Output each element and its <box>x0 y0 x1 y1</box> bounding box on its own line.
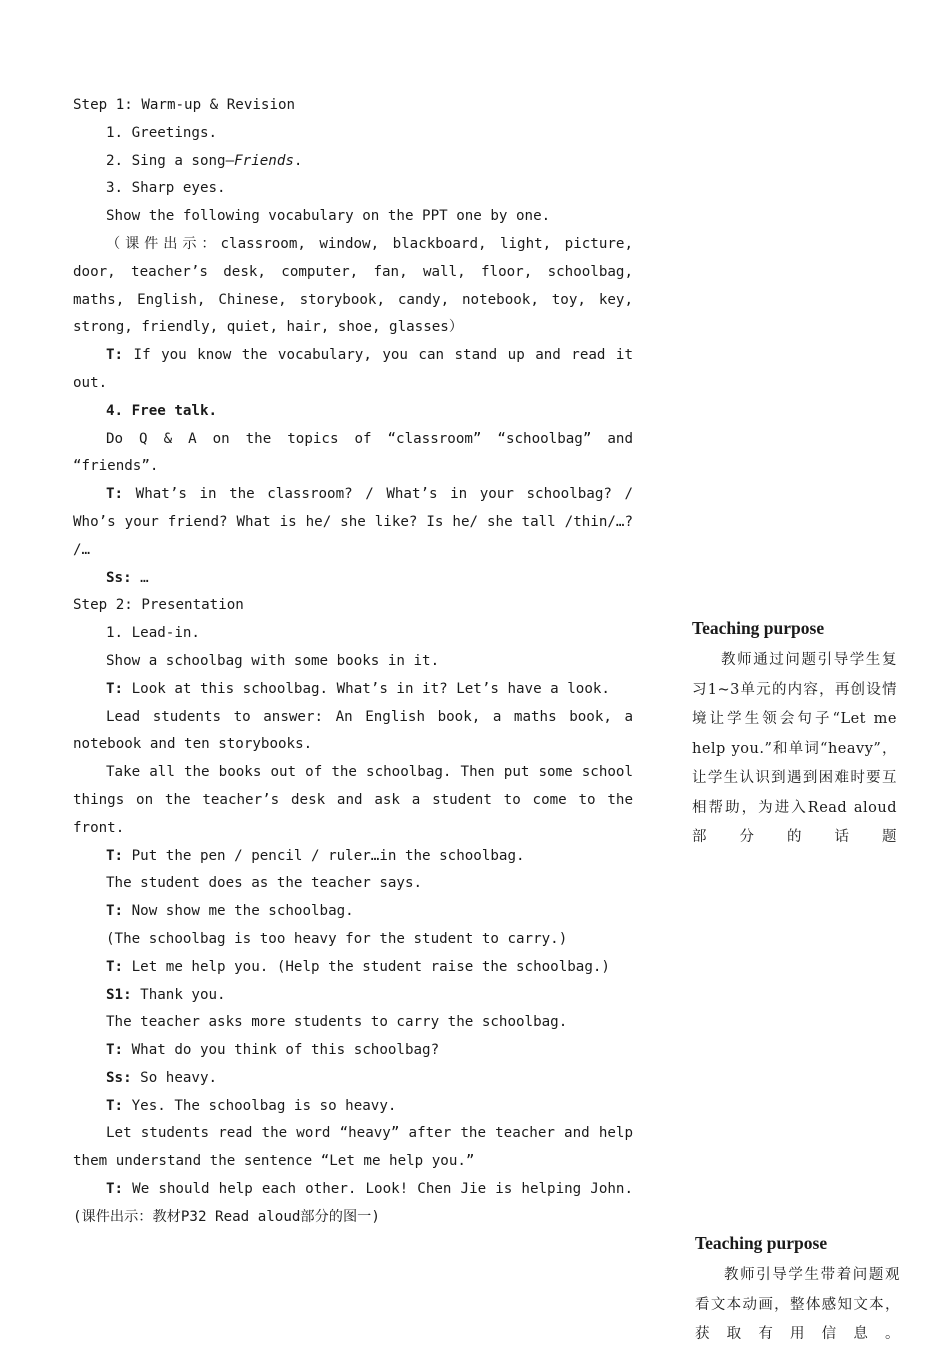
line-text: Take all the books out of the schoolbag. Then put some school things on the teacher’s desk and ask a student to come to the front. <box>73 764 633 836</box>
line-text: Look at this schoolbag. What’s in it? Let’s have a look. <box>123 680 610 697</box>
line-text: Yes. The schoolbag is so heavy. <box>123 1097 397 1114</box>
teacher-line <box>73 481 633 564</box>
teaching-purpose-title: Teaching purpose <box>692 618 825 638</box>
dialogue-line <box>73 1009 633 1037</box>
dialogue-line <box>73 1176 633 1232</box>
speaker-label: T: <box>106 958 124 975</box>
dialogue-line <box>73 1093 633 1121</box>
dialogue-line <box>73 1037 633 1065</box>
free-talk-text: Do Q & A on the topics of “classroom” “schoolbag” and “friends”. <box>73 430 633 475</box>
speaker-label: T: <box>106 1181 124 1198</box>
dialogue-line <box>73 704 633 760</box>
dialogue-line <box>73 926 633 954</box>
speaker-label: T: <box>106 680 124 697</box>
song-prefix: 2. Sing a song— <box>106 152 235 169</box>
dialogue-line <box>73 759 633 842</box>
step1-item-sharp-eyes: 3. Sharp eyes. <box>106 180 226 197</box>
speaker-label: S1: <box>106 986 132 1003</box>
line-text: Thank you. <box>131 986 226 1003</box>
dialogue-line <box>73 648 633 676</box>
students-line <box>73 565 633 593</box>
speaker-label: T: <box>106 486 124 503</box>
step2-item-lead-in: 1. Lead-in. <box>106 625 200 642</box>
line-text: Lead students to answer: An English book, a maths book, a notebook and ten storybooks. <box>73 708 633 753</box>
line-text: … <box>131 569 149 586</box>
dialogue-line <box>73 1120 633 1176</box>
dialogue-line <box>73 1065 633 1093</box>
step2-lines <box>73 648 633 1232</box>
line-text: The student does as the teacher says. <box>106 875 423 892</box>
teaching-purpose-box-2 <box>695 1229 900 1350</box>
speaker-label: T: <box>106 1042 124 1059</box>
lesson-plan-body <box>73 92 633 1232</box>
line-text: What’s in the classroom? / What’s in your schoolbag? / Who’s your friend? What is he/ she like? Is he/ she tall /thin/…? /… <box>73 486 633 558</box>
dialogue-line <box>73 870 633 898</box>
speaker-label: T: <box>106 1097 124 1114</box>
step1-item-greetings: 1. Greetings. <box>106 124 218 141</box>
teaching-purpose-title: Teaching purpose <box>695 1233 828 1253</box>
step1-title: Step 1: Warm-up & Revision <box>73 97 296 113</box>
show-vocab-text: Show the following vocabulary on the PPT one by one. <box>106 208 551 225</box>
line-text: The teacher asks more students to carry the schoolbag. <box>106 1014 568 1031</box>
teaching-purpose-box-1 <box>692 614 897 853</box>
dialogue-line <box>73 982 633 1010</box>
song-suffix: . <box>293 152 303 169</box>
speaker-label: T: <box>106 903 124 920</box>
line-text: Now show me the schoolbag. <box>123 903 354 920</box>
line-text: Let me help you. (Help the student raise the schoolbag.) <box>123 958 610 975</box>
line-text: If you know the vocabulary, you can stand up and read it out. <box>73 347 633 391</box>
line-text: What do you think of this schoolbag? <box>123 1042 440 1059</box>
song-title: Friends <box>234 152 294 169</box>
dialogue-line <box>73 898 633 926</box>
line-text: (The schoolbag is too heavy for the student to carry.) <box>106 930 568 947</box>
step2-title: Step 2: Presentation <box>73 597 244 614</box>
step1-item-free-talk <box>73 398 633 426</box>
line-text: We should help each other. Look! Chen Jie is helping John. (课件出示：教材P32 Read aloud部分的图一) <box>73 1181 633 1225</box>
vocab-list: （课件出示：classroom, window, blackboard, light, picture, door, teacher’s desk, computer, fan, wall, floor, schoolbag, maths, English, Chinese, storybook, candy, notebook, toy, key, strong, friendly, quiet, hair, shoe, glasses） <box>73 235 633 336</box>
speaker-label: Ss: <box>106 569 132 586</box>
speaker-label: Ss: <box>106 1069 132 1086</box>
line-text: Put the pen / pencil / ruler…in the schoolbag. <box>123 847 525 864</box>
dialogue-line <box>73 843 633 871</box>
dialogue-line <box>73 954 633 982</box>
speaker-label: T: <box>106 847 124 864</box>
step1-item-song <box>73 148 633 176</box>
line-text: So heavy. <box>131 1069 218 1086</box>
line-text: Let students read the word “heavy” after the teacher and help them understand the sentence “Let me help you.” <box>73 1125 633 1170</box>
teaching-purpose-text: 教师通过问题引导学生复习1~3单元的内容，再创设情境让学生领会句子“Let me help you.”和单词“heavy”，让学生认识到遇到困难时要互相帮助，为进入Read aloud部分的话题 <box>692 652 897 845</box>
free-talk-label: 4. Free talk. <box>106 402 218 419</box>
speaker-label: T: <box>106 347 124 364</box>
teacher-line <box>73 342 633 398</box>
line-text: Show a schoolbag with some books in it. <box>106 652 440 669</box>
dialogue-line <box>73 676 633 704</box>
teaching-purpose-text: 教师引导学生带着问题观看文本动画，整体感知文本，获取有用信息。 <box>695 1267 900 1342</box>
